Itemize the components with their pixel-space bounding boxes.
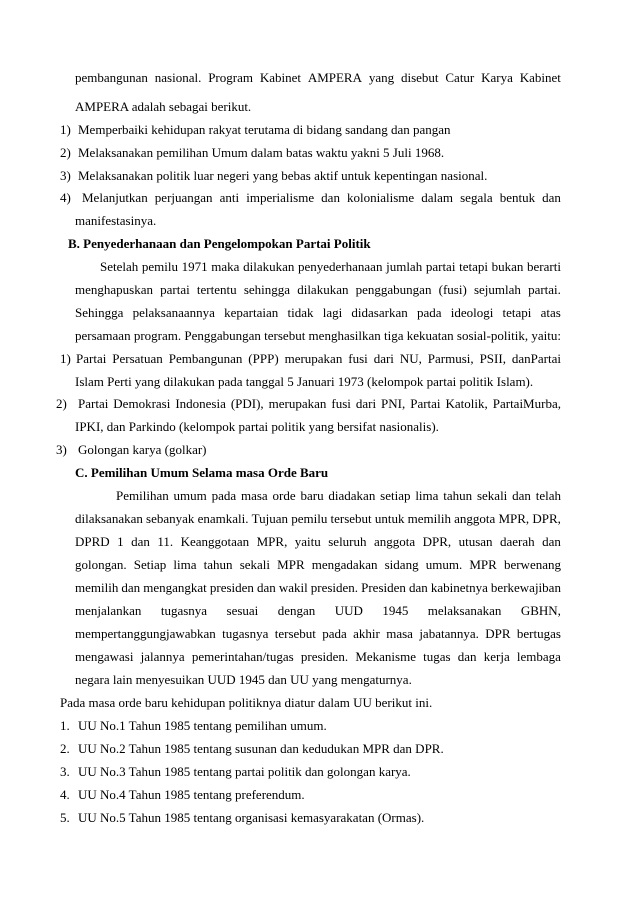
intro-line: AMPERA adalah sebagai berikut. xyxy=(75,99,252,114)
paragraph-line: mengawasi jalannya pemerintahan/tugas presiden. Mekanisme tugas dan kerja lembaga xyxy=(75,649,561,664)
list-item-number: 4. xyxy=(60,787,70,802)
list-item-continuation: IPKI, dan Parkindo (kelompok partai politik yang bersifat nasionalis). xyxy=(75,419,439,434)
list-item: Memperbaiki kehidupan rakyat terutama di bidang sandang dan pangan xyxy=(78,122,451,137)
paragraph-line: DPRD 1 dan 11. Keanggotaan MPR, yaitu seluruh anggota DPR, utusan daerah dan xyxy=(75,534,561,549)
paragraph-line: menjalankan tugasnya sesuai dengan UUD 1945 melaksanakan GBHN, xyxy=(75,603,561,618)
list-item-continuation: manifestasinya. xyxy=(75,213,157,228)
paragraph-line: dilaksanakan sebanyak enamkali. Tujuan pemilu tersebut untuk memilih anggota MPR, DPR, xyxy=(75,511,561,526)
paragraph-line: memilih dan mengangkat presiden dan wakil presiden. Presiden dan kabinetnya berkewajiban xyxy=(75,580,561,595)
list-item-number: 3) xyxy=(56,442,67,457)
list-item: Partai Persatuan Pembangunan (PPP) merupakan fusi dari NU, Parmusi, PSII, danPartai xyxy=(76,351,561,366)
list-item-number: 2) xyxy=(60,145,71,160)
paragraph-line: menghapuskan partai tertentu sehingga dilakukan penggabungan (fusi) sejumlah partai. xyxy=(75,282,561,297)
list-item: UU No.5 Tahun 1985 tentang organisasi kemasyarakatan (Ormas). xyxy=(78,810,425,825)
list-item-number: 1. xyxy=(60,718,70,733)
intro-line: pembangunan nasional. Program Kabinet AMPERA yang disebut Catur Karya Kabinet xyxy=(75,70,561,85)
list-item-number: 1) xyxy=(60,351,71,366)
list-item-number: 2. xyxy=(60,741,70,756)
list-item: Partai Demokrasi Indonesia (PDI), merupakan fusi dari PNI, Partai Katolik, PartaiMurba, xyxy=(78,396,561,411)
list-item-number: 3. xyxy=(60,764,70,779)
list-item-number: 2) xyxy=(56,396,67,411)
list-item-number: 1) xyxy=(60,122,71,137)
paragraph-line: Setelah pemilu 1971 maka dilakukan penyederhanaan jumlah partai tetapi bukan berarti xyxy=(100,259,561,274)
paragraph-line: Sehingga pelaksanaannya kepartaian tidak lagi didasarkan pada ideologi tetapi atas xyxy=(75,305,561,320)
paragraph-line: negara lain menyesuikan UUD 1945 dan UU yang mengaturnya. xyxy=(75,672,412,687)
paragraph-line: mempertanggungjawabkan tugasnya tersebut pada akhir masa jabatannya. DPR bertugas xyxy=(75,626,561,641)
paragraph-line: Pemilihan umum pada masa orde baru diadakan setiap lima tahun sekali dan telah xyxy=(116,488,561,503)
list-item: UU No.1 Tahun 1985 tentang pemilihan umum. xyxy=(78,718,327,733)
paragraph-line: persamaan program. Penggabungan tersebut menghasilkan tiga kekuatan sosial-politik, yaitu: xyxy=(75,328,561,343)
list-item-number: 4) xyxy=(60,190,71,205)
list-item: Golongan karya (golkar) xyxy=(78,442,207,457)
list-item: UU No.3 Tahun 1985 tentang partai politik dan golongan karya. xyxy=(78,764,411,779)
list-item-number: 3) xyxy=(60,168,71,183)
list-item: Melanjutkan perjuangan anti imperialisme dan kolonialisme dalam segala bentuk dan xyxy=(82,190,561,205)
list-item: Melaksanakan pemilihan Umum dalam batas waktu yakni 5 Juli 1968. xyxy=(78,145,445,160)
section-heading: B. Penyederhanaan dan Pengelompokan Partai Politik xyxy=(68,236,371,251)
section-heading: C. Pemilihan Umum Selama masa Orde Baru xyxy=(75,465,329,480)
list-item: UU No.4 Tahun 1985 tentang preferendum. xyxy=(78,787,305,802)
list-item: UU No.2 Tahun 1985 tentang susunan dan kedudukan MPR dan DPR. xyxy=(78,741,444,756)
paragraph-line: golongan. Setiap lima tahun sekali MPR mengadakan sidang umum. MPR berwenang xyxy=(75,557,561,572)
list-item-number: 5. xyxy=(60,810,70,825)
paragraph-line: Pada masa orde baru kehidupan politiknya diatur dalam UU berikut ini. xyxy=(60,695,433,710)
list-item: Melaksanakan politik luar negeri yang bebas aktif untuk kepentingan nasional. xyxy=(78,168,488,183)
list-item-continuation: Islam Perti yang dilakukan pada tanggal 5 Januari 1973 (kelompok partai politik Islam). xyxy=(75,374,534,389)
